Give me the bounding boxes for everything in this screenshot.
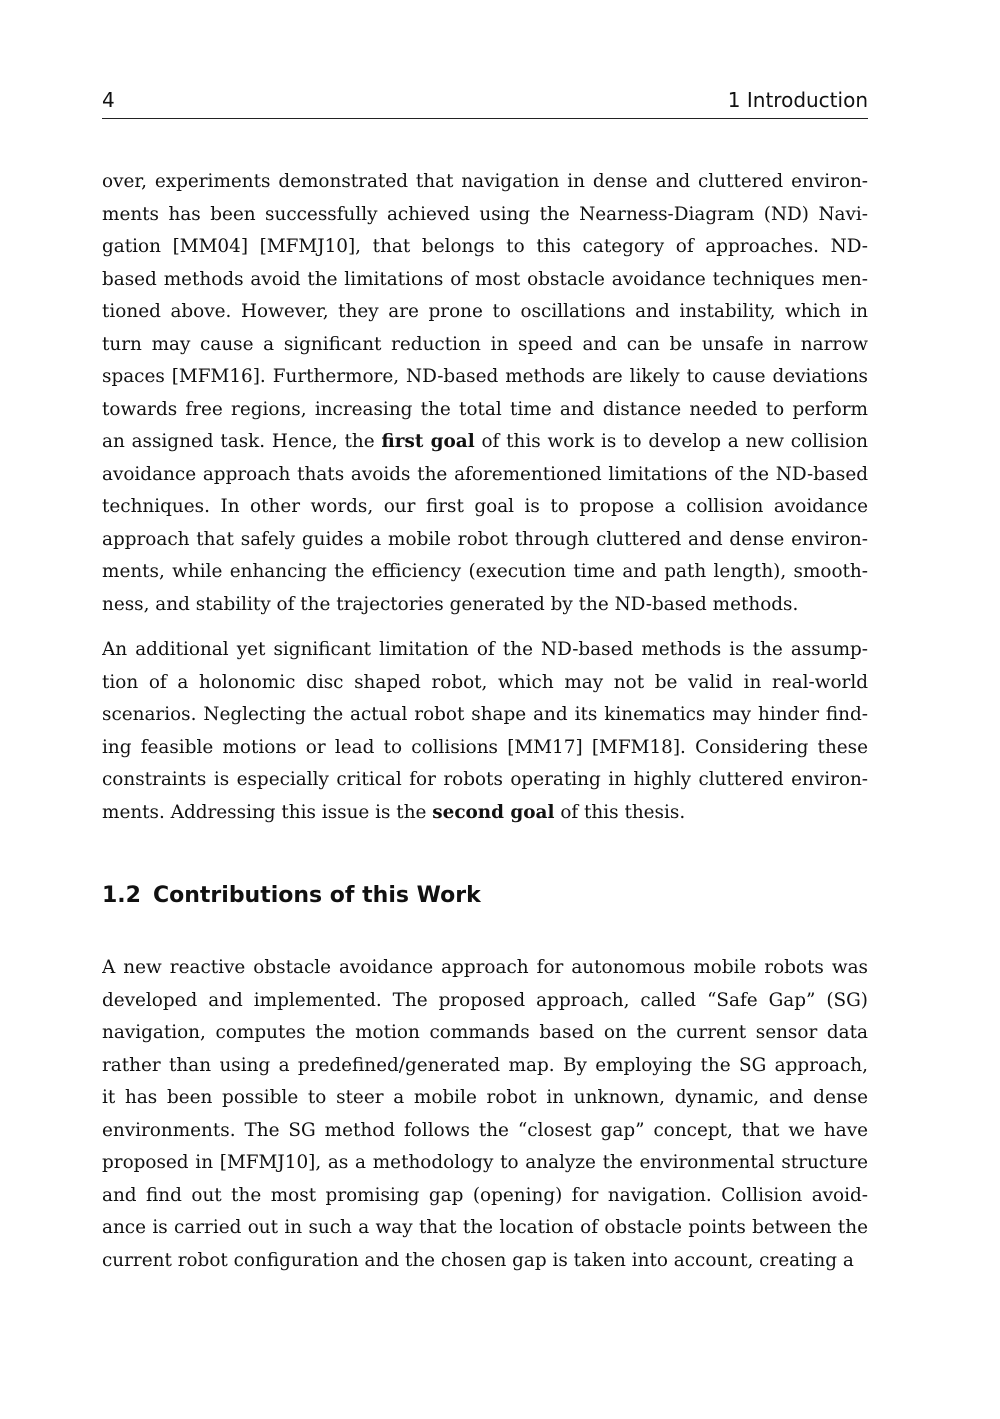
- text-line: towards free regions, increasing the total time and distance needed to perform: [102, 398, 868, 420]
- emphasis-term: second goal: [432, 801, 555, 823]
- text-line: techniques. In other words, our first goal is to propose a collision avoidance: [102, 496, 868, 517]
- text-line: ments has been successfully achieved using the Nearness-Diagram (ND) Navi-: [102, 203, 868, 225]
- text-line: avoidance approach thats avoids the aforementioned limitations of the ND-based: [102, 463, 868, 485]
- text-line: spaces [MFM16]. Furthermore, ND-based methods are likely to cause deviations: [102, 366, 868, 387]
- text-line: [102, 797, 868, 830]
- text-line: A new reactive obstacle avoidance approach for autonomous mobile robots was: [102, 957, 868, 978]
- page-number: 4: [102, 88, 115, 112]
- text-line: constraints is especially critical for robots operating in highly cluttered environ-: [102, 769, 868, 790]
- paragraph-holonomic-limitation: [102, 634, 868, 829]
- text-run: ments. Addressing this issue is the: [102, 801, 433, 823]
- text-line: An additional yet significant limitation of the ND-based methods is the assump-: [102, 639, 868, 660]
- paragraph-limitations-nd: [102, 166, 868, 621]
- text-run: of this thesis.: [554, 801, 686, 823]
- text-line: gation [MM04] [MFMJ10], that belongs to this category of approaches. ND-: [102, 236, 868, 257]
- section-title: Contributions of this Work: [152, 883, 481, 908]
- text-run: an assigned task. Hence, the: [102, 431, 382, 452]
- chapter-title: 1 Introduction: [727, 88, 868, 112]
- text-run: of this work is to develop a new collision: [474, 431, 868, 452]
- text-line: approach that safely guides a mobile robot through cluttered and dense environ-: [102, 528, 868, 550]
- text-line: proposed in [MFMJ10], as a methodology to analyze the environmental structure: [102, 1152, 868, 1173]
- text-line: tion of a holonomic disc shaped robot, which may not be valid in real-world: [102, 671, 868, 693]
- text-line: tioned above. However, they are prone to oscillations and instability, which in: [102, 301, 868, 322]
- text-line: [102, 426, 868, 459]
- text-line: and find out the most promising gap (opening) for navigation. Collision avoid-: [102, 1184, 868, 1206]
- paragraph-contributions: [102, 952, 868, 1277]
- text-line: it has been possible to steer a mobile robot in unknown, dynamic, and dense: [102, 1087, 868, 1108]
- text-line: ing feasible motions or lead to collisions [MM17] [MFM18]. Considering these: [102, 736, 868, 758]
- page: [102, 0, 868, 1419]
- text-line: ance is carried out in such a way that the location of obstacle points between the: [102, 1217, 868, 1238]
- section-heading: [102, 881, 868, 911]
- text-line: environments. The SG method follows the “closest gap” concept, that we have: [102, 1119, 868, 1141]
- text-line: ments, while enhancing the efficiency (execution time and path length), smooth-: [102, 561, 868, 582]
- body-text: [102, 166, 868, 1277]
- text-line: based methods avoid the limitations of most obstacle avoidance techniques men-: [102, 268, 868, 290]
- text-line: scenarios. Neglecting the actual robot shape and its kinematics may hinder find-: [102, 704, 868, 725]
- emphasis-term: first goal: [381, 431, 475, 452]
- text-line: navigation, computes the motion commands based on the current sensor data: [102, 1022, 868, 1043]
- text-line: turn may cause a significant reduction in speed and can be unsafe in narrow: [102, 333, 868, 355]
- running-header: [102, 84, 868, 119]
- text-line: current robot configuration and the chosen gap is taken into account, creating a: [102, 1249, 854, 1271]
- text-line: rather than using a predefined/generated map. By employing the SG approach,: [102, 1054, 868, 1076]
- text-line: over, experiments demonstrated that navigation in dense and cluttered environ-: [102, 171, 868, 192]
- text-line: developed and implemented. The proposed approach, called “Safe Gap” (SG): [102, 989, 868, 1011]
- text-line: ness, and stability of the trajectories generated by the ND-based methods.: [102, 593, 799, 615]
- section-number: 1.2: [102, 883, 141, 908]
